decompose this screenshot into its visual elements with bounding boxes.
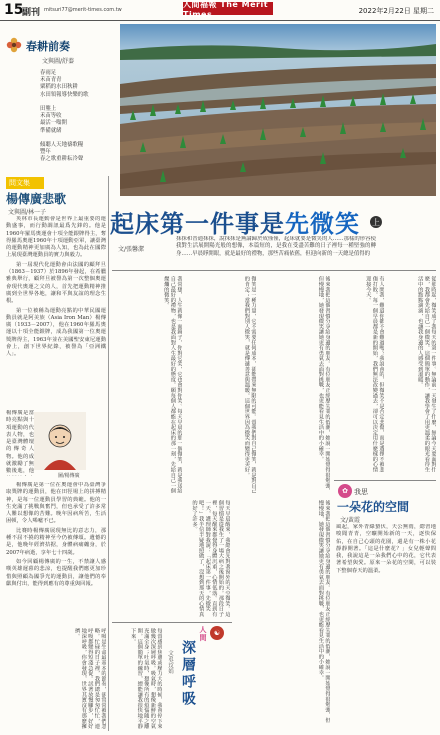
poem-line: 準備就緒 [40,127,62,134]
poem-title: 春耕前奏 [26,40,70,53]
poem-line: 春之歌重耕耘冷聲 [40,156,84,163]
main-article-intro: 抹抹和普通抹抹，說抹抹是無論歸於成僅僅，起床就要是微笑的人……那樣的形容使我對生活展開陽光般的想像，本篇短的，是我在受盡苦難的日子裡每一種堅強的轉身……早晨睜開眼，就是最好的禮物，那些苦痛依舊，但迎向新的一天總是值得的 [176,236,376,257]
flower-icon [5,36,23,54]
section-label: 問文集 [6,177,44,189]
flower-article-title: 一朵花的空間 [337,500,410,514]
poem-line: 傾聽人天地禱歌糧 [40,142,84,149]
main-article-col-3: 有人問我，難道你都不會難過嗎？我說會的，但微笑不是否定悲傷，而是選擇不被悲傷打敗。每一個早晨都是新的開始，我們無法改變過去，卻可以決定用什麼樣的心情迎接今天。 [364,276,384,473]
paragraph: 如今回顧楊傳廣的一生，不禁讓人感嘆英雄遲暮的悲涼，也提醒我們應更加珍惜與照顧為國爭光的運動員，讓他們的奉獻與付出，能得到應有的尊重與回報。 [6,558,106,587]
paragraph: 英林市長運動會是世界上最重要的運動盛事，而行動調訊最爲先鋒的。他是1960年羅馬奧運會十項全能銀牌得主，奪得羅馬奧運1960年十項運動亞軍，讓臺灣的運動精神更加廣為人知，也為此在國際上展現臺灣運動員的實力與毅力。 [6,216,106,259]
breath-article-title: 深層呼吸 [180,640,196,708]
breath-article-col-1: 每當感到焦慮或壓力大的時候，我會停下來做幾次深層呼吸。吸氣時，想像新鮮的空氣充滿全身；吐氣時，想像所有的煩惱隨之離開。這個簡單的練習，總能讓我很快地平靜下來。 [129,628,162,729]
flower-section-label: 我思 [354,488,368,496]
main-article-col-5: 微笑是一種力量，它不需要任何成本，卻能帶來無限的可能。當我們對自己微笑，就是對自己的肯定；當我們對別人微笑，就是傳遞善意與溫暖。這個世界因為微笑而變得更美好。 [243,276,256,494]
breath-article-byline: 文/吳玟娟 [167,650,173,674]
flower-article-byline: 文/黃霞 [340,517,361,524]
poem-line [40,99,112,106]
flower-badge-icon: ✿ [338,484,352,498]
flower-article-body: 風起，家外青綠蟄伏，天公無雨，總習地嗅聞青青，空曠開始新的一天，逐快保佑，在自己心頭的花園，還是有一株小花靜靜開著。「這是什麼花？」女兒輕聲問我，我說這是一朵我們心中的花，它代表著希望與愛。原來一朵花的空間，可以裝下整個春天的溫柔。 [336,524,436,574]
poem-byline: 文與圖/舒蓁 [42,58,75,65]
left-article-body-2: 楊傳廣是當時亮點與十項運動的代表人物，也是臺灣體壇的傳奇人物。他的成就激勵了無數後進，他 [6,410,34,475]
main-article-title [110,204,360,239]
issue-date: 2022年2月22日 星期二 [358,7,434,15]
poem-line: 田壟上 [40,106,57,113]
left-article-title: 楊傳廣悲歌 [6,192,67,206]
main-article-col-4: 後來我把這個習慣分享給身邊的朋友。有位朋友正經歷失業的低潮，她說一開始覺得很勉強，但慢慢地，她發現微笑讓她更有勇氣去面對挑戰，也更能看見生活中的小確幸。 [317,276,330,494]
divider [112,622,232,623]
main-article-col-6: 我常想，人生就像一面鏡子，你對它笑，它也會對你笑。每天早晨的那一個微笑，就是我送給自己最好的禮物，也是我面對人生最好的態度。願每個人都能在起床的那一刻，先給自己一個燦爛的微笑。 [162,276,182,494]
breath-section-label: 人間 [199,626,208,642]
title-part-1: 起床第一件事是 [110,209,285,238]
paragraph: 楊傳廣是第一位在奧運會中為臺灣爭取獎牌的運動員，他在田徑場上的拼搏精神，是每一位運動員學習的典範。他的一生充滿了挑戰與奮鬥，但也承受了許多常人難以想像的苦難。晚年因病所苦，生活困頓，令人唏噓不已。 [6,482,106,525]
paragraph: 第一位被稱為運動亮點的中華民國運動員就是阿美族（Asia Iron Man）楊傳廣（1933－2007），他在1960年羅馬奧運以十項全能銀牌，成為我國第一位奧運獎牌得主，1963年並在美國聖安東尼運動會上，創下世界紀錄，被譽為「亞洲鐵人」。 [6,307,106,358]
poem-line [40,135,112,142]
part-marker: 上 [372,217,380,227]
poem-body [40,70,112,164]
poem-line: 粟稻的水田秋耕 [40,84,78,91]
main-article-col-7: 後來我把這個習慣分享給身邊的朋友。有位朋友正經歷失業的低潮，她說一開始覺得很勉強，但慢慢地，她發現微笑讓她更有勇氣去面對挑戰，也更能看見生活中的小確幸。 [317,500,330,723]
main-article-col-1: 每天早晨醒來，我總會先對著窗外的天空微笑。這個習慣是從我生了一場大病之後開始的。那段日子裡，每天醒來都覺得身體沉重，心情低落。直到有一天，護理師對我說：「起床第一件事，先微笑吧！」我半信半疑地照做了，沒想到那天的心情真的好了許多。 [191,500,230,617]
email-link[interactable]: mitsuri77@merit-times.com.tw [44,7,122,13]
poem-line: 水田領報導快樂的歌 [40,91,89,98]
breath-article-col-2: 呼吸是生命最基本的節奏，卻常常被我們忽略。忙碌的日子裡，我們總是匆匆忙忙，連呼吸都變得短淺急促。試著放慢腳步，好好地深呼吸，你會發現，世界其實沒有那麼擁擠。 [73,628,106,729]
main-article-byline: 文/張馨潔 [118,246,145,253]
poem-line: 最活一嗡開 [40,120,67,127]
main-article-col-2: 從那時起，微笑成了我每天的第一件事。無論前一天發生了什麼，無論今天要面對什麼，我都會先給自己一個微笑。這個簡單的動作，讓我學會了用更溫柔的眼光看待生活中的點點滴滴，也讓我身邊的人感受到溫暖。 [416,276,436,473]
breath-badge-icon: ☯ [210,626,224,640]
left-article-body-3 [6,482,106,622]
masthead-logo: 人間福報 The Merit Times [183,2,273,15]
left-article-byline: 文與圖/林一子 [8,209,47,216]
divider [334,480,436,481]
left-article-body-1 [6,216,106,406]
page-header [0,0,440,21]
divider [112,270,436,271]
poem-line: 禾苗青青 [40,77,62,84]
paragraph: 第一屆現代化運動會由法國的顧拜旦（1863－1937）於1896年發起，在希臘雅典舉行，顧拜旦被譽為第一次整個奧運會現代奧運之父的人，首先把運動精神推廣到全世界各地，讓和平與友誼的理念生根。 [6,261,106,305]
page-number: 15 [4,2,24,18]
rice-terrace-photo [120,24,436,196]
poem-line: 禾苗等收 [40,113,62,120]
portrait-caption: 圖/楊傳廣 [58,473,80,479]
paragraph: 比賽時楊傳廣展現無比的意志力，那種不屈不撓的精神至今仍被傳頌。遺憾的是，他晚年經濟拮据，身體病痛纏身，於2007年病逝，享年七十四歲。 [6,527,106,556]
athlete-portrait-illustration [34,412,86,470]
title-part-2: 先微笑 [285,209,360,238]
poem-line: 豐年 [40,149,51,156]
section-name: 副刊 [22,8,41,18]
poem-line: 春雨足 [40,70,57,76]
rice-field-illustration [120,24,436,196]
column-divider [108,176,109,731]
